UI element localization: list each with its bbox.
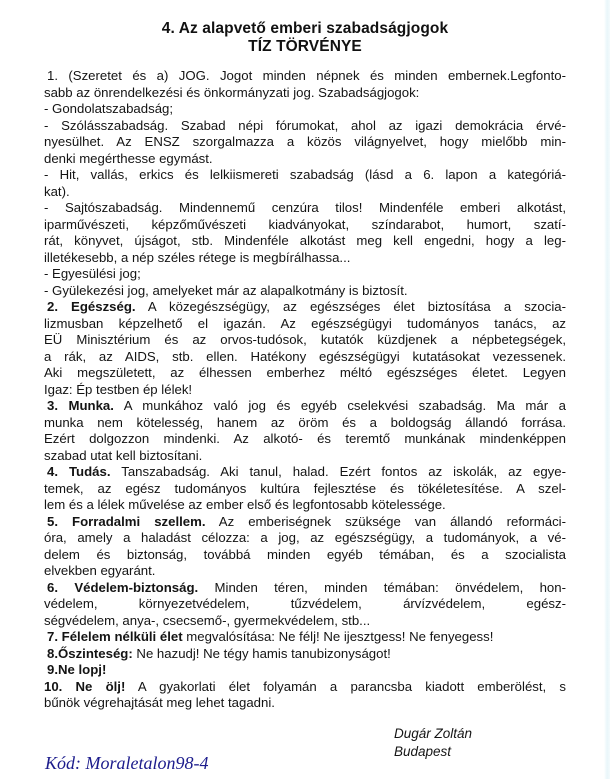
line-text: védelem, környezetvédelem, tűzvédelem, árvízvédelem, egész-: [44, 596, 566, 611]
law-heading: 6. Védelem-biztonság.: [47, 579, 199, 595]
text-line: [44, 448, 566, 465]
text-line: [44, 580, 566, 597]
line-text: nyesülhet. Az ENSZ szorgalmazza a közös világnyelvet, hogy mielőbb min-: [44, 134, 566, 149]
line-text: denki megérthesse egymást.: [44, 150, 213, 166]
line-text: kat).: [44, 183, 70, 199]
law-heading: 4. Tudás.: [47, 464, 111, 479]
text-line: [44, 233, 566, 250]
text-line: [44, 266, 566, 283]
text-line: [44, 547, 566, 564]
line-text: sabb az önrendelkezési és önkormányzati jog. Szabadságjogok:: [44, 84, 420, 100]
text-line: [44, 596, 566, 613]
law-heading: 3. Munka.: [47, 398, 114, 413]
author-name: Dugár Zoltán: [394, 726, 473, 741]
line-text: bűnök végrehajtását meg lehet tagadni.: [44, 695, 275, 710]
line-text: - Gondolatszabadság;: [44, 101, 174, 116]
text-line: [44, 151, 566, 168]
law-heading: 7. Félelem nélküli élet: [47, 629, 183, 644]
line-text: szabad utat kell biztosítani.: [44, 447, 203, 463]
law-heading: 9.Ne lopj!: [47, 662, 107, 677]
text-line: [44, 167, 566, 184]
text-line: [44, 134, 566, 151]
document-title: 4. Az alapvető emberi szabadságjogok: [161, 20, 449, 37]
line-text: Igaz: Ép testben ép lélek!: [44, 381, 193, 397]
text-line: [44, 217, 566, 234]
text-line: [44, 68, 566, 85]
line-text: 1. (Szeretet és a) JOG. Jogot minden népnek és minden embernek.Legfonto-: [47, 68, 566, 83]
text-line: [44, 184, 566, 201]
text-line: [44, 613, 566, 630]
document-body: [44, 68, 566, 712]
law-heading: 5. Forradalmi szellem.: [47, 513, 206, 529]
author-city: Budapest: [394, 744, 452, 759]
line-text: munka nem kötelesség, hanem az öröm és a boldogság állandó forrása.: [44, 414, 566, 430]
text-line: [44, 514, 566, 531]
text-line: [44, 316, 566, 333]
text-line: [44, 431, 566, 448]
text-line: [44, 530, 566, 547]
line-text: Ne hazudj! Ne tégy hamis tanubizonyságot!: [132, 645, 391, 661]
line-text: ségvédelem, anya-, csecsemő-, gyermekvédelem, stb...: [44, 612, 371, 628]
line-text: A munkához való jog és egyéb cselekvési szabadság. Ma már a: [113, 398, 566, 413]
text-line: [44, 464, 566, 481]
line-text: A közegészségügy, az egészséges élet biztosítása a szocia-: [135, 299, 566, 314]
text-line: [44, 398, 566, 415]
line-text: a rák, az AIDS, stb. ellen. Hatékony egészségügyi kutatásokat vezessenek.: [44, 348, 566, 364]
line-text: Tanszabadság. Aki tanul, halad. Ezért fontos az iskolák, az egye-: [110, 464, 566, 479]
text-line: [44, 662, 566, 679]
text-line: [44, 200, 566, 217]
line-text: illetékesebb, a nép széles rétege is megbírálhassa...: [44, 249, 351, 265]
law-heading: 2. Egészség.: [47, 299, 136, 314]
line-text: rát, könyvet, újságot, stb. Mindenféle alkotást meg kell engedni, hogy a leg-: [44, 233, 566, 248]
text-line: [44, 349, 566, 366]
line-text: A gyakorlati élet folyamán a parancsba kiadott emberölést, s: [125, 678, 566, 694]
line-text: óra, amely a haladást célozza: a jog, az egészségügy, a tudományok, a vé-: [44, 530, 566, 545]
text-line: [44, 332, 566, 349]
line-text: - Hit, vallás, erkics és lelkiismereti szabadság (lásd a 6. lapon a kategóriá-: [44, 167, 566, 182]
text-line: [44, 365, 566, 382]
text-line: [44, 629, 566, 646]
line-text: Aki megszületett, az élhessen emberhez méltó egészséges életet. Legyen: [44, 365, 566, 380]
line-text: Minden téren, minden témában: önvédelem, hon-: [198, 579, 566, 595]
text-line: [44, 415, 566, 432]
line-text: delem és biztonság, továbbá minden egyéb témában, és a szocialista: [44, 546, 566, 562]
text-line: [44, 382, 566, 399]
line-text: lem és a lélek művelése az ember első és legfontosabb kötelessége.: [44, 497, 446, 512]
text-line: [44, 679, 566, 696]
text-line: [44, 118, 566, 135]
text-line: [44, 250, 566, 267]
line-text: elvekben egyaránt.: [44, 563, 156, 578]
document-code: Kód: Moraletalon98-4: [45, 753, 209, 773]
line-text: EÜ Minisztérium és az orvos-tudósok, kutatók küzdjenek a népbetegségek,: [44, 332, 566, 347]
text-line: [44, 283, 566, 300]
text-line: [44, 481, 566, 498]
text-line: [44, 299, 566, 316]
law-heading: 8.Őszinteség:: [47, 645, 133, 661]
line-text: - Szólásszabadság. Szabad népi fórumokat, ahol az igazi demokrácia érvé-: [44, 117, 566, 133]
line-text: iparművészeti, képzőművészeti kiadványokat, színdarabot, humort, szatí-: [44, 216, 566, 232]
line-text: - Egyesülési jog;: [44, 266, 141, 281]
law-heading: 10. Ne ölj!: [44, 678, 126, 694]
line-text: megvalósítása: Ne félj! Ne ijesztgess! Ne fenyegess!: [182, 629, 494, 644]
line-text: Ezért dolgozzon mindenki. Az alkotó- és teremtő munkának mindenképpen: [44, 431, 566, 446]
text-line: [44, 695, 566, 712]
line-text: lizmusban képzelhető el igazán. Az egészségügyi tudományos tanács, az: [44, 315, 566, 331]
text-line: [44, 85, 566, 102]
text-line: [44, 497, 566, 514]
line-text: - Gyülekezési jog, amelyeket már az alapalkotmány is biztosít.: [44, 282, 408, 298]
line-text: Az emberiségnek szüksége van állandó reformáci-: [205, 513, 566, 529]
document-subtitle: TÍZ TÖRVÉNYE: [248, 38, 362, 55]
line-text: temek, az egész tudományos kultúra fejlesztése és tökéletesítése. A szel-: [44, 480, 566, 496]
page-edge: [604, 0, 610, 779]
line-text: - Sajtószabadság. Mindennemű cenzúra tilos! Mindenféle emberi alkotást,: [44, 200, 566, 215]
text-line: [44, 646, 566, 663]
text-line: [44, 563, 566, 580]
text-line: [44, 101, 566, 118]
